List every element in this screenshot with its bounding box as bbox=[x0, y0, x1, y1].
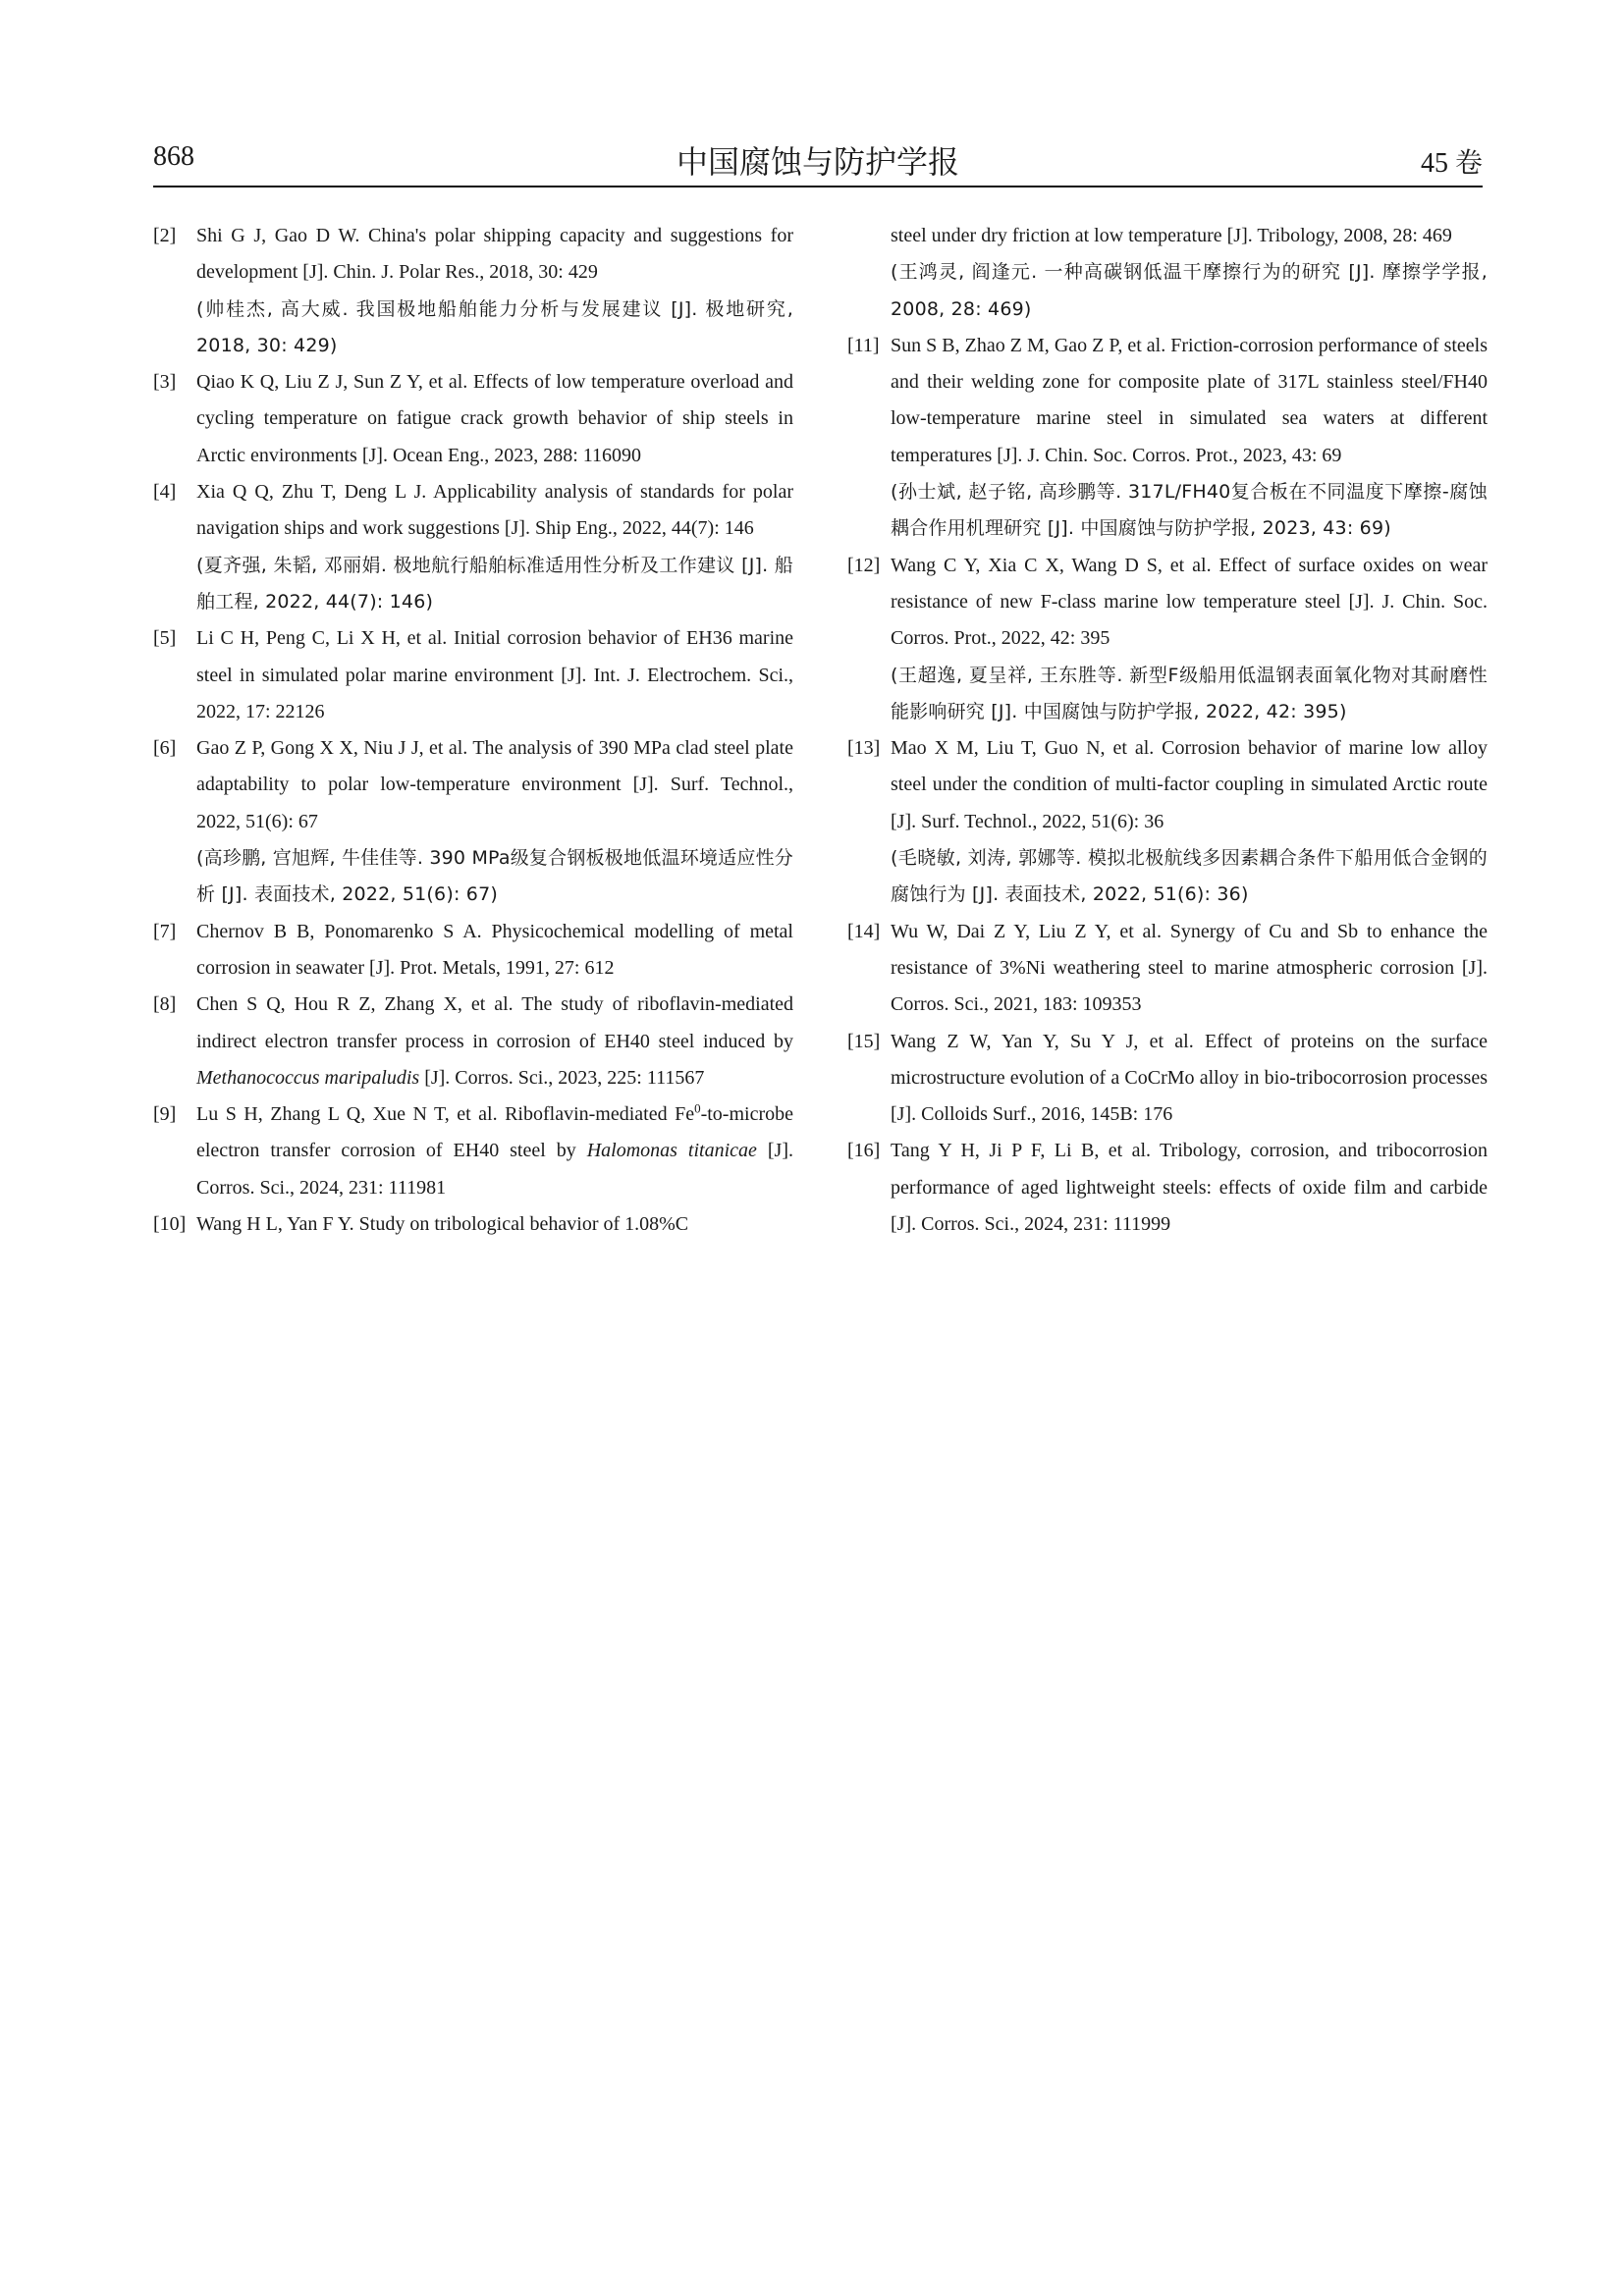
reference-text: Xia Q Q, Zhu T, Deng L J. Applicability analysis of standards for polar navigation ships and work suggestions [J]. Ship Eng., 2022, 44(7): 146 bbox=[196, 481, 793, 540]
reference-text bbox=[196, 987, 793, 1096]
reference-number: [7] bbox=[153, 920, 177, 942]
reference-9 bbox=[153, 1096, 793, 1206]
reference-text: Wang H L, Yan F Y. Study on tribological behavior of 1.08%C bbox=[196, 1213, 689, 1236]
reference-chinese-text: (王鸿灵, 阎逢元. 一种高碳钢低温干摩擦行为的研究 [J]. 摩擦学学报, 2008, 28: 469) bbox=[891, 261, 1488, 320]
reference-column-right bbox=[847, 218, 1488, 1243]
reference-5 bbox=[153, 620, 793, 730]
reference-4 bbox=[153, 474, 793, 620]
reference-2 bbox=[153, 218, 793, 364]
reference-number: [13] bbox=[847, 737, 881, 760]
reference-text: Shi G J, Gao D W. China's polar shipping capacity and suggestions for development [J]. Chin. J. Polar Res., 2018, 30: 429 bbox=[196, 225, 793, 284]
reference-8 bbox=[153, 987, 793, 1096]
reference-chinese-text: (孙士斌, 赵子铭, 高珍鹏等. 317L/FH40复合板在不同温度下摩擦-腐蚀耦合作用机理研究 [J]. 中国腐蚀与防护学报, 2023, 43: 69) bbox=[891, 481, 1488, 540]
reference-chinese-text: (帅桂杰, 高大威. 我国极地船舶能力分析与发展建议 [J]. 极地研究, 2018, 30: 429) bbox=[196, 297, 793, 356]
species-name: Methanococcus maripaludis bbox=[196, 1066, 420, 1089]
reference-text: Tang Y H, Ji P F, Li B, et al. Tribology, corrosion, and tribocorrosion performance of aged lightweight steels: effects of oxide film and carbide [J]. Corros. Sci., 2024, 231: 111999 bbox=[891, 1140, 1488, 1236]
reference-text: Wang Z W, Yan Y, Su Y J, et al. Effect of proteins on the surface microstructure evolution of a CoCrMo alloy in bio-tribocorrosion processes [J]. Colloids Surf., 2016, 145B: 176 bbox=[891, 1030, 1488, 1126]
reference-text: Li C H, Peng C, Li X H, et al. Initial corrosion behavior of EH36 marine steel in simulated polar marine environment [J]. Int. J. Electrochem. Sci., 2022, 17: 22126 bbox=[196, 627, 793, 722]
reference-number: [4] bbox=[153, 481, 177, 504]
reference-number: [12] bbox=[847, 554, 881, 576]
reference-text: Wu W, Dai Z Y, Liu Z Y, et al. Synergy of Cu and Sb to enhance the resistance of 3%Ni weathering steel to marine atmospheric corrosion [J]. Corros. Sci., 2021, 183: 109353 bbox=[891, 920, 1488, 1016]
reference-12 bbox=[847, 548, 1488, 730]
reference-number: [9] bbox=[153, 1103, 177, 1126]
species-name: Halomonas titanicae bbox=[586, 1140, 757, 1162]
volume-label: 45 卷 bbox=[1420, 148, 1483, 179]
reference-number: [10] bbox=[153, 1213, 187, 1236]
reference-text-part: Chen S Q, Hou R Z, Zhang X, et al. The study of riboflavin-mediated indirect electron transfer process in corrosion of EH40 steel induced by bbox=[196, 993, 793, 1052]
reference-10 bbox=[153, 1206, 793, 1243]
reference-number: [11] bbox=[847, 334, 880, 356]
reference-chinese-text: (高珍鹏, 宫旭辉, 牛佳佳等. 390 MPa级复合钢板极地低温环境适应性分析 [J]. 表面技术, 2022, 51(6): 67) bbox=[196, 847, 793, 906]
reference-text: steel under dry friction at low temperature [J]. Tribology, 2008, 28: 469 bbox=[891, 225, 1452, 246]
running-header bbox=[153, 137, 1483, 185]
reference-16 bbox=[847, 1133, 1488, 1243]
reference-number: [6] bbox=[153, 737, 177, 760]
reference-text-part: [J]. Corros. Sci., 2024, 231: 111981 bbox=[196, 1140, 793, 1199]
reference-6 bbox=[153, 730, 793, 913]
reference-text-part: [J]. Corros. Sci., 2023, 225: 111567 bbox=[419, 1066, 705, 1089]
reference-text-part: Lu S H, Zhang L Q, Xue N T, et al. Riboflavin-mediated Fe bbox=[196, 1103, 695, 1126]
reference-13 bbox=[847, 730, 1488, 913]
reference-number: [2] bbox=[153, 225, 177, 246]
reference-15 bbox=[847, 1024, 1488, 1134]
reference-number: [15] bbox=[847, 1030, 881, 1052]
reference-chinese-text: (夏齐强, 朱韬, 邓丽娟. 极地航行船舶标准适用性分析及工作建议 [J]. 船舶工程, 2022, 44(7): 146) bbox=[196, 554, 793, 613]
reference-chinese-text: (毛晓敏, 刘涛, 郭娜等. 模拟北极航线多因素耦合条件下船用低合金钢的腐蚀行为 [J]. 表面技术, 2022, 51(6): 36) bbox=[891, 847, 1488, 906]
superscript: 0 bbox=[694, 1100, 701, 1116]
reference-14 bbox=[847, 914, 1488, 1024]
reference-column-left bbox=[153, 218, 793, 1243]
reference-text: Qiao K Q, Liu Z J, Sun Z Y, et al. Effects of low temperature overload and cycling temperature on fatigue crack growth behavior of ship steels in Arctic environments [J]. Ocean Eng., 2023, 288: 116090 bbox=[196, 371, 793, 466]
reference-number: [8] bbox=[153, 993, 177, 1016]
reference-text bbox=[196, 1096, 793, 1206]
reference-number: [14] bbox=[847, 920, 881, 942]
reference-text: Chernov B B, Ponomarenko S A. Physicochemical modelling of metal corrosion in seawater [J]. Prot. Metals, 1991, 27: 612 bbox=[196, 920, 793, 979]
reference-number: [16] bbox=[847, 1140, 881, 1162]
reference-10-continued bbox=[847, 218, 1488, 328]
reference-11 bbox=[847, 328, 1488, 548]
reference-text: Wang C Y, Xia C X, Wang D S, et al. Effect of surface oxides on wear resistance of new F-class marine low temperature steel [J]. J. Chin. Soc. Corros. Prot., 2022, 42: 395 bbox=[891, 554, 1488, 650]
reference-number: [3] bbox=[153, 371, 177, 394]
page-number: 868 bbox=[153, 141, 194, 172]
reference-3 bbox=[153, 364, 793, 474]
reference-chinese-text: (王超逸, 夏呈祥, 王东胜等. 新型F级船用低温钢表面氧化物对其耐磨性能影响研究 [J]. 中国腐蚀与防护学报, 2022, 42: 395) bbox=[891, 664, 1488, 722]
reference-text: Sun S B, Zhao Z M, Gao Z P, et al. Friction-corrosion performance of steels and their welding zone for composite plate of 317L stainless steel/FH40 low-temperature marine steel in simulated sea waters at different temperatures [J]. J. Chin. Soc. Corros. Prot., 2023, 43: 69 bbox=[891, 334, 1488, 466]
reference-text-part: -to-microbe electron transfer corrosion of EH40 steel by bbox=[196, 1103, 793, 1162]
reference-number: [5] bbox=[153, 627, 177, 650]
reference-text: Mao X M, Liu T, Guo N, et al. Corrosion behavior of marine low alloy steel under the condition of multi-factor coupling in simulated Arctic route [J]. Surf. Technol., 2022, 51(6): 36 bbox=[891, 737, 1488, 832]
header-rule bbox=[153, 186, 1483, 187]
reference-7 bbox=[153, 914, 793, 988]
reference-text: Gao Z P, Gong X X, Niu J J, et al. The analysis of 390 MPa clad steel plate adaptability to polar low-temperature environment [J]. Surf. Technol., 2022, 51(6): 67 bbox=[196, 737, 793, 832]
journal-title: 中国腐蚀与防护学报 bbox=[676, 144, 959, 180]
